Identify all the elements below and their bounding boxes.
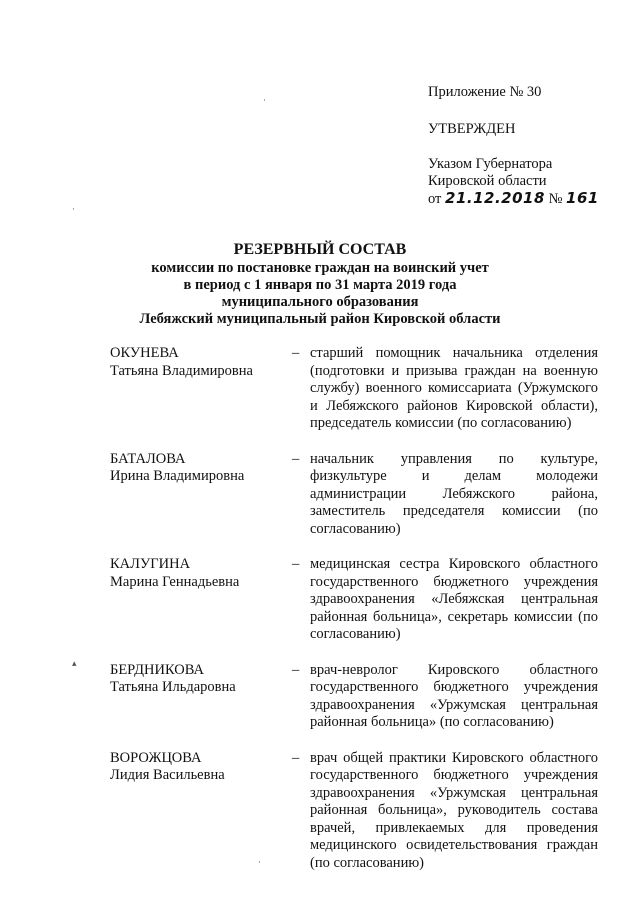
member-name: Ирина Владимировна bbox=[110, 468, 245, 484]
member-entry bbox=[110, 451, 598, 539]
date-prefix: от bbox=[428, 191, 442, 207]
handwritten-date: 21.12.2018 bbox=[445, 189, 545, 207]
member-role: врач общей практики Кировского областного государственного бюджетного учреждения здравоохранения «Уржумская центральная районная больница», руководитель состава врачей, привлекаемых для проведения медицинского освидетельствования граждан (по согласованию) bbox=[310, 749, 598, 871]
scan-speck: ▴ bbox=[72, 659, 77, 669]
member-role: медицинская сестра Кировского областного государственного бюджетного учреждения здравоохранения «Лебяжская центральная районная больница», секретарь комиссии (по согласованию) bbox=[310, 556, 598, 642]
member-surname: КАЛУГИНА bbox=[110, 556, 191, 572]
approval-block bbox=[428, 84, 599, 208]
number-prefix: № bbox=[548, 191, 563, 207]
scan-speck: · bbox=[72, 205, 75, 215]
member-entry bbox=[110, 556, 598, 644]
member-name: Марина Геннадьевна bbox=[110, 573, 240, 590]
member-role: врач-невролог Кировского областного государственного бюджетного учреждения здравоохранения «Уржумская центральная районная больница» (по согласованию) bbox=[310, 661, 598, 730]
title-line-1: РЕЗЕРВНЫЙ СОСТАВ bbox=[233, 241, 407, 258]
member-surname: ВОРОЖЦОВА bbox=[110, 749, 202, 766]
document-title bbox=[0, 240, 640, 328]
decree-line-1: Указом Губернатора bbox=[428, 156, 553, 172]
member-surname: ОКУНЕВА bbox=[110, 345, 179, 361]
scan-speck: · bbox=[258, 858, 261, 868]
member-dash: – bbox=[292, 556, 300, 572]
member-entry bbox=[110, 662, 598, 732]
title-line-2: комиссии по постановке граждан на воинский учет bbox=[151, 260, 489, 276]
member-surname: БЕРДНИКОВА bbox=[110, 661, 205, 678]
member-role: старший помощник начальника отделения (подготовки и призыва граждан на военную службу) военного комиссариата (Уржумского и Лебяжского районов Кировской области), председатель комиссии (по согласованию) bbox=[310, 345, 598, 431]
member-surname: БАТАЛОВА bbox=[110, 450, 186, 467]
member-role: начальник управления по культуре, физкультуре и делам молодежи администрации Лебяжского района, заместитель председателя комиссии (по согласованию) bbox=[310, 450, 598, 537]
member-person bbox=[110, 556, 292, 644]
decree-date-line bbox=[428, 190, 599, 208]
member-dash: – bbox=[292, 661, 300, 678]
approved-label: УТВЕРЖДЕН bbox=[428, 121, 516, 137]
member-name: Татьяна Ильдаровна bbox=[110, 679, 236, 695]
member-name: Татьяна Владимировна bbox=[110, 362, 253, 379]
title-line-4: муниципального образования bbox=[221, 294, 419, 310]
member-entry bbox=[110, 750, 598, 873]
member-dash: – bbox=[292, 450, 300, 467]
member-entry bbox=[110, 345, 598, 433]
member-person bbox=[110, 662, 292, 732]
decree-line-2: Кировской области bbox=[428, 173, 547, 189]
member-name: Лидия Васильевна bbox=[110, 767, 225, 783]
scan-speck: · bbox=[263, 96, 266, 106]
member-person bbox=[110, 451, 292, 539]
title-line-5: Лебяжский муниципальный район Кировской области bbox=[139, 311, 501, 327]
title-line-3: в период с 1 января по 31 марта 2019 года bbox=[183, 277, 457, 293]
member-dash: – bbox=[292, 749, 300, 766]
appendix-label: Приложение № 30 bbox=[428, 84, 542, 100]
member-dash: – bbox=[292, 345, 300, 361]
member-person bbox=[110, 750, 292, 873]
members-list bbox=[110, 345, 598, 872]
handwritten-number: 161 bbox=[566, 189, 599, 207]
member-person bbox=[110, 345, 292, 433]
